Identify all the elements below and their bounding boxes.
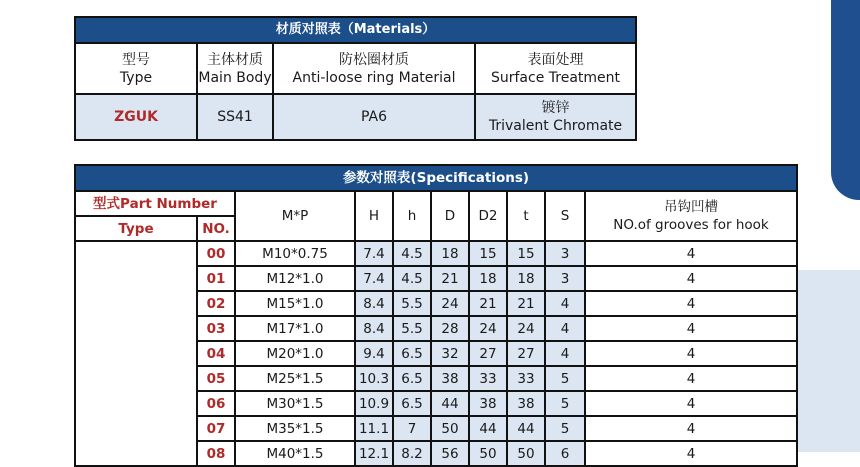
cell-t: 18 xyxy=(507,266,545,291)
cell-mp: M20*1.0 xyxy=(235,341,355,366)
cell-t: 50 xyxy=(507,441,545,466)
material-main-body: SS41 xyxy=(197,94,273,140)
cell-H: 8.4 xyxy=(355,291,393,316)
cell-D2: 24 xyxy=(469,316,507,341)
cell-H: 10.3 xyxy=(355,366,393,391)
col-D: D xyxy=(431,191,469,241)
cell-D2: 38 xyxy=(469,391,507,416)
header-main-body: 主体材质 Main Body xyxy=(197,43,273,94)
cell-h: 6.5 xyxy=(393,341,431,366)
cell-mp: M12*1.0 xyxy=(235,266,355,291)
cell-S: 3 xyxy=(545,241,585,266)
cell-mp: M25*1.5 xyxy=(235,366,355,391)
cell-hook: 4 xyxy=(585,441,797,466)
materials-title: 材质对照表（Materials） xyxy=(75,17,636,43)
cell-D2: 18 xyxy=(469,266,507,291)
cell-hook: 4 xyxy=(585,341,797,366)
cell-t: 27 xyxy=(507,341,545,366)
cell-t: 38 xyxy=(507,391,545,416)
cell-S: 5 xyxy=(545,416,585,441)
cell-D2: 27 xyxy=(469,341,507,366)
cell-h: 8.2 xyxy=(393,441,431,466)
cell-D2: 50 xyxy=(469,441,507,466)
row-no: 03 xyxy=(197,316,235,341)
cell-S: 4 xyxy=(545,341,585,366)
cell-H: 7.4 xyxy=(355,241,393,266)
cell-D: 32 xyxy=(431,341,469,366)
accent-bar xyxy=(831,0,860,200)
material-ring: PA6 xyxy=(273,94,475,140)
cell-H: 8.4 xyxy=(355,316,393,341)
cell-t: 44 xyxy=(507,416,545,441)
header-type: 型号 Type xyxy=(75,43,197,94)
col-t: t xyxy=(507,191,545,241)
header-surface: 表面处理 Surface Treatment xyxy=(475,43,636,94)
part-number-label: 型式Part Number xyxy=(75,191,235,216)
row-no: 08 xyxy=(197,441,235,466)
type-cell xyxy=(75,241,197,466)
cell-hook: 4 xyxy=(585,316,797,341)
table-row xyxy=(75,241,797,266)
cell-D: 44 xyxy=(431,391,469,416)
cell-hook: 4 xyxy=(585,391,797,416)
material-surface: 镀锌 Trivalent Chromate xyxy=(475,94,636,140)
cell-mp: M40*1.5 xyxy=(235,441,355,466)
row-no: 07 xyxy=(197,416,235,441)
cell-t: 15 xyxy=(507,241,545,266)
cell-S: 6 xyxy=(545,441,585,466)
cell-D2: 15 xyxy=(469,241,507,266)
cell-h: 4.5 xyxy=(393,241,431,266)
cell-S: 5 xyxy=(545,366,585,391)
no-label: NO. xyxy=(197,216,235,241)
cell-t: 33 xyxy=(507,366,545,391)
col-h: h xyxy=(393,191,431,241)
cell-hook: 4 xyxy=(585,416,797,441)
cell-t: 21 xyxy=(507,291,545,316)
cell-h: 5.5 xyxy=(393,316,431,341)
cell-D2: 21 xyxy=(469,291,507,316)
cell-H: 12.1 xyxy=(355,441,393,466)
cell-D: 50 xyxy=(431,416,469,441)
cell-mp: M30*1.5 xyxy=(235,391,355,416)
cell-h: 4.5 xyxy=(393,266,431,291)
col-mp: M*P xyxy=(235,191,355,241)
type-label: Type xyxy=(75,216,197,241)
cell-t: 24 xyxy=(507,316,545,341)
row-no: 05 xyxy=(197,366,235,391)
cell-h: 7 xyxy=(393,416,431,441)
cell-H: 7.4 xyxy=(355,266,393,291)
cell-mp: M17*1.0 xyxy=(235,316,355,341)
header-ring-material: 防松圈材质 Anti-loose ring Material xyxy=(273,43,475,94)
cell-S: 3 xyxy=(545,266,585,291)
row-no: 00 xyxy=(197,241,235,266)
cell-H: 10.9 xyxy=(355,391,393,416)
cell-hook: 4 xyxy=(585,241,797,266)
cell-D: 38 xyxy=(431,366,469,391)
cell-hook: 4 xyxy=(585,266,797,291)
col-D2: D2 xyxy=(469,191,507,241)
cell-D: 28 xyxy=(431,316,469,341)
row-no: 06 xyxy=(197,391,235,416)
cell-D: 24 xyxy=(431,291,469,316)
cell-mp: M10*0.75 xyxy=(235,241,355,266)
cell-S: 4 xyxy=(545,316,585,341)
cell-hook: 4 xyxy=(585,366,797,391)
cell-S: 5 xyxy=(545,391,585,416)
col-H: H xyxy=(355,191,393,241)
cell-H: 11.1 xyxy=(355,416,393,441)
cell-D2: 33 xyxy=(469,366,507,391)
cell-D: 18 xyxy=(431,241,469,266)
cell-mp: M35*1.5 xyxy=(235,416,355,441)
row-no: 04 xyxy=(197,341,235,366)
cell-mp: M15*1.0 xyxy=(235,291,355,316)
cell-h: 5.5 xyxy=(393,291,431,316)
col-hook: 吊钩凹槽 NO.of grooves for hook xyxy=(585,191,797,241)
cell-H: 9.4 xyxy=(355,341,393,366)
cell-S: 4 xyxy=(545,291,585,316)
cell-D: 21 xyxy=(431,266,469,291)
cell-hook: 4 xyxy=(585,291,797,316)
materials-table xyxy=(74,16,637,141)
row-no: 01 xyxy=(197,266,235,291)
row-no: 02 xyxy=(197,291,235,316)
cell-h: 6.5 xyxy=(393,391,431,416)
material-type: ZGUK xyxy=(75,94,197,140)
specs-title: 参数对照表(Specifications) xyxy=(75,165,797,191)
cell-D2: 44 xyxy=(469,416,507,441)
cell-D: 56 xyxy=(431,441,469,466)
specs-table xyxy=(74,164,798,467)
col-S: S xyxy=(545,191,585,241)
cell-h: 6.5 xyxy=(393,366,431,391)
